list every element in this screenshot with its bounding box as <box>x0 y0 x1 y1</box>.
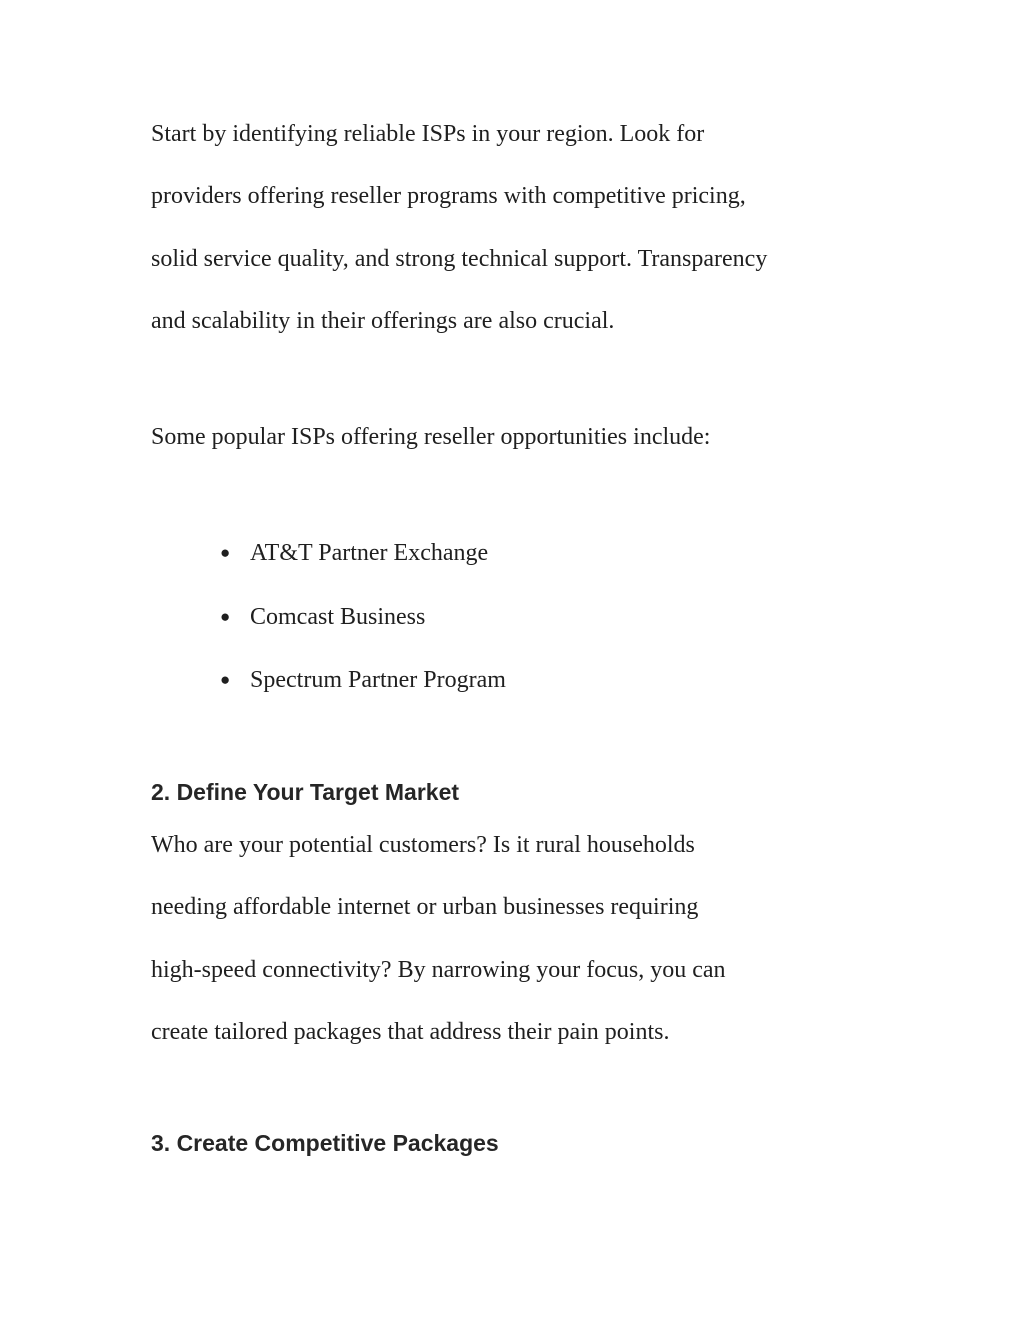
popular-isps-intro <box>151 422 911 484</box>
paragraph-line: high-speed connectivity? By narrowing your focus, you can <box>151 956 726 983</box>
intro-paragraph <box>151 119 911 368</box>
target-market-paragraph <box>151 830 911 1079</box>
list-item-label: Spectrum Partner Program <box>250 667 506 693</box>
bullet-icon: ● <box>220 670 231 689</box>
list-item-label: Comcast Business <box>250 603 426 630</box>
paragraph-line: Some popular ISPs offering reseller opportunities include: <box>151 424 711 450</box>
paragraph-line: Start by identifying reliable ISPs in your region. Look for <box>151 121 705 147</box>
paragraph-line: create tailored packages that address their pain points. <box>151 1018 670 1045</box>
list-item <box>220 665 506 729</box>
paragraph-line: Who are your potential customers? Is it rural households <box>151 832 695 858</box>
bullet-icon: ● <box>220 606 231 626</box>
paragraph-line: providers offering reseller programs with competitive pricing, <box>151 183 746 210</box>
bullet-icon: ● <box>220 543 231 562</box>
section-heading-competitive-packages: 3. Create Competitive Packages <box>151 1130 499 1156</box>
paragraph-line: and scalability in their offerings are also crucial. <box>151 307 615 334</box>
list-item <box>220 538 506 602</box>
section-heading-target-market: 2. Define Your Target Market <box>151 779 460 805</box>
list-item-label: AT&T Partner Exchange <box>250 540 489 566</box>
isp-list <box>220 538 506 729</box>
paragraph-line: solid service quality, and strong technical support. Transparency <box>151 245 768 272</box>
paragraph-line: needing affordable internet or urban businesses requiring <box>151 894 699 921</box>
list-item <box>220 602 506 666</box>
